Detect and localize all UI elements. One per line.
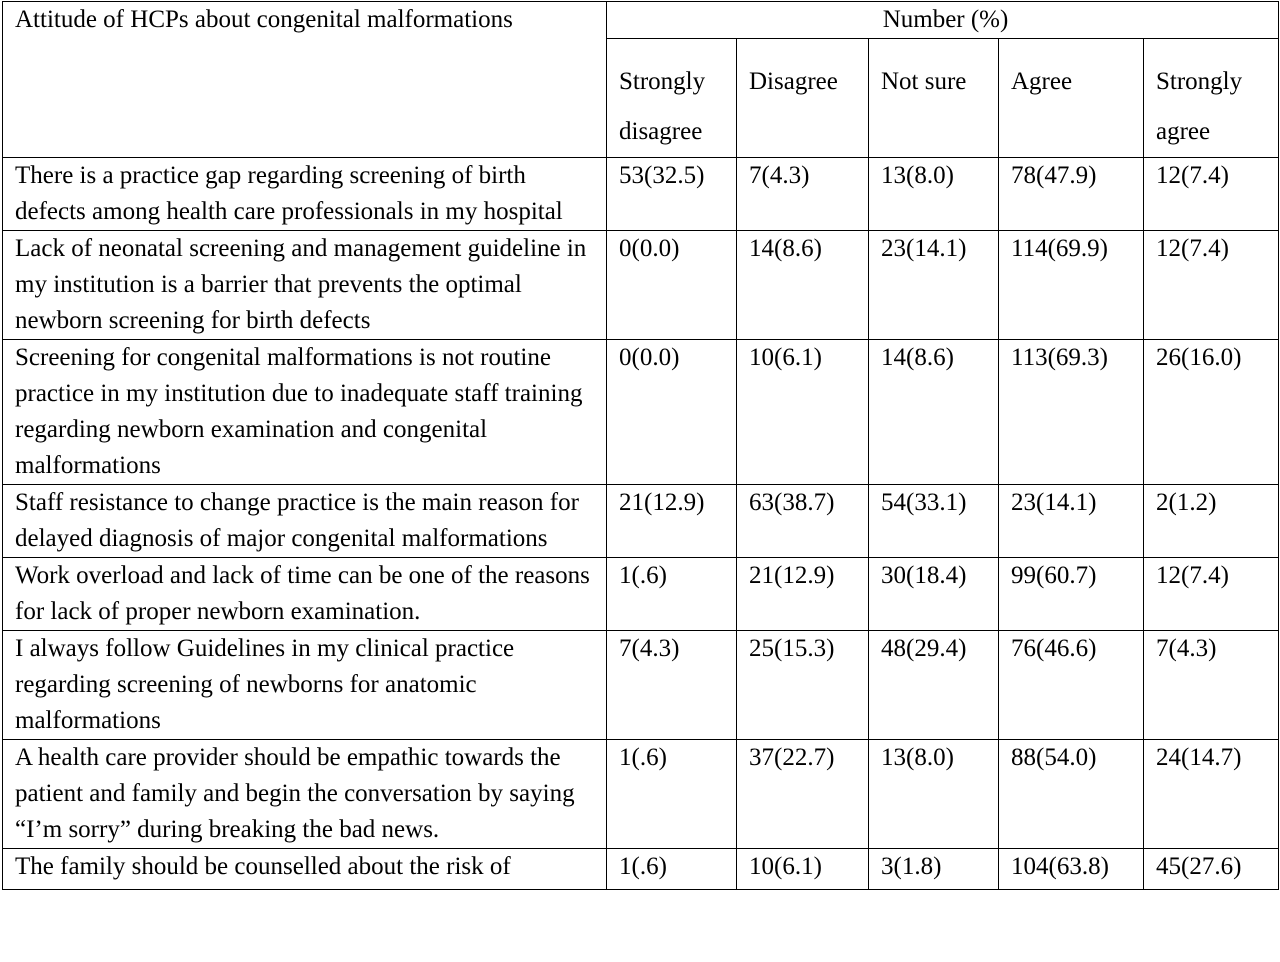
statement-cell: I always follow Guidelines in my clinical practice regarding screening of newborns for anatomic malformations xyxy=(3,631,607,740)
value-cell: 54(33.1) xyxy=(869,485,999,558)
value-cell: 3(1.8) xyxy=(869,849,999,890)
value-cell: 0(0.0) xyxy=(607,231,737,340)
value-cell: 63(38.7) xyxy=(737,485,869,558)
value-cell: 26(16.0) xyxy=(1144,340,1279,485)
value-cell: 7(4.3) xyxy=(607,631,737,740)
statement-cell: Work overload and lack of time can be one of the reasons for lack of proper newborn examination. xyxy=(3,558,607,631)
value-cell: 13(8.0) xyxy=(869,740,999,849)
value-cell: 7(4.3) xyxy=(1144,631,1279,740)
value-cell: 48(29.4) xyxy=(869,631,999,740)
value-cell: 1(.6) xyxy=(607,558,737,631)
value-cell: 37(22.7) xyxy=(737,740,869,849)
value-cell: 45(27.6) xyxy=(1144,849,1279,890)
column-header-agree: Agree xyxy=(999,39,1144,158)
column-header-disagree: Disagree xyxy=(737,39,869,158)
value-cell: 2(1.2) xyxy=(1144,485,1279,558)
value-cell: 13(8.0) xyxy=(869,158,999,231)
statement-cell: The family should be counselled about the risk of xyxy=(3,849,607,890)
table-row xyxy=(3,340,1279,485)
value-cell: 88(54.0) xyxy=(999,740,1144,849)
statement-cell: There is a practice gap regarding screening of birth defects among health care professionals in my hospital xyxy=(3,158,607,231)
value-cell: 12(7.4) xyxy=(1144,558,1279,631)
value-cell: 113(69.3) xyxy=(999,340,1144,485)
attitude-table xyxy=(2,1,1279,890)
value-cell: 23(14.1) xyxy=(869,231,999,340)
table-title: Attitude of HCPs about congenital malformations xyxy=(3,2,607,158)
header-row xyxy=(3,2,1279,39)
value-cell: 76(46.6) xyxy=(999,631,1144,740)
value-cell: 99(60.7) xyxy=(999,558,1144,631)
value-cell: 24(14.7) xyxy=(1144,740,1279,849)
value-cell: 1(.6) xyxy=(607,849,737,890)
table-row xyxy=(3,740,1279,849)
table-row xyxy=(3,558,1279,631)
statement-cell: A health care provider should be empathic towards the patient and family and begin the conversation by saying “I’m sorry” during breaking the bad news. xyxy=(3,740,607,849)
value-cell: 23(14.1) xyxy=(999,485,1144,558)
value-cell: 10(6.1) xyxy=(737,849,869,890)
value-cell: 10(6.1) xyxy=(737,340,869,485)
value-cell: 21(12.9) xyxy=(607,485,737,558)
table-row xyxy=(3,158,1279,231)
value-cell: 14(8.6) xyxy=(869,340,999,485)
value-cell: 14(8.6) xyxy=(737,231,869,340)
table-row xyxy=(3,849,1279,890)
value-cell: 114(69.9) xyxy=(999,231,1144,340)
column-header-strongly-agree: Strongly agree xyxy=(1144,39,1279,158)
value-cell: 104(63.8) xyxy=(999,849,1144,890)
value-cell: 21(12.9) xyxy=(737,558,869,631)
table-row xyxy=(3,485,1279,558)
column-header-not-sure: Not sure xyxy=(869,39,999,158)
value-cell: 12(7.4) xyxy=(1144,158,1279,231)
statement-cell: Screening for congenital malformations is not routine practice in my institution due to inadequate staff training regarding newborn examination and congenital malformations xyxy=(3,340,607,485)
value-cell: 0(0.0) xyxy=(607,340,737,485)
value-cell: 7(4.3) xyxy=(737,158,869,231)
table-row xyxy=(3,631,1279,740)
statement-cell: Staff resistance to change practice is the main reason for delayed diagnosis of major congenital malformations xyxy=(3,485,607,558)
table-row xyxy=(3,231,1279,340)
value-cell: 1(.6) xyxy=(607,740,737,849)
group-header: Number (%) xyxy=(607,2,1279,39)
statement-cell: Lack of neonatal screening and management guideline in my institution is a barrier that prevents the optimal newborn screening for birth defects xyxy=(3,231,607,340)
value-cell: 25(15.3) xyxy=(737,631,869,740)
value-cell: 12(7.4) xyxy=(1144,231,1279,340)
value-cell: 53(32.5) xyxy=(607,158,737,231)
column-header-strongly-disagree: Strongly disagree xyxy=(607,39,737,158)
value-cell: 78(47.9) xyxy=(999,158,1144,231)
value-cell: 30(18.4) xyxy=(869,558,999,631)
